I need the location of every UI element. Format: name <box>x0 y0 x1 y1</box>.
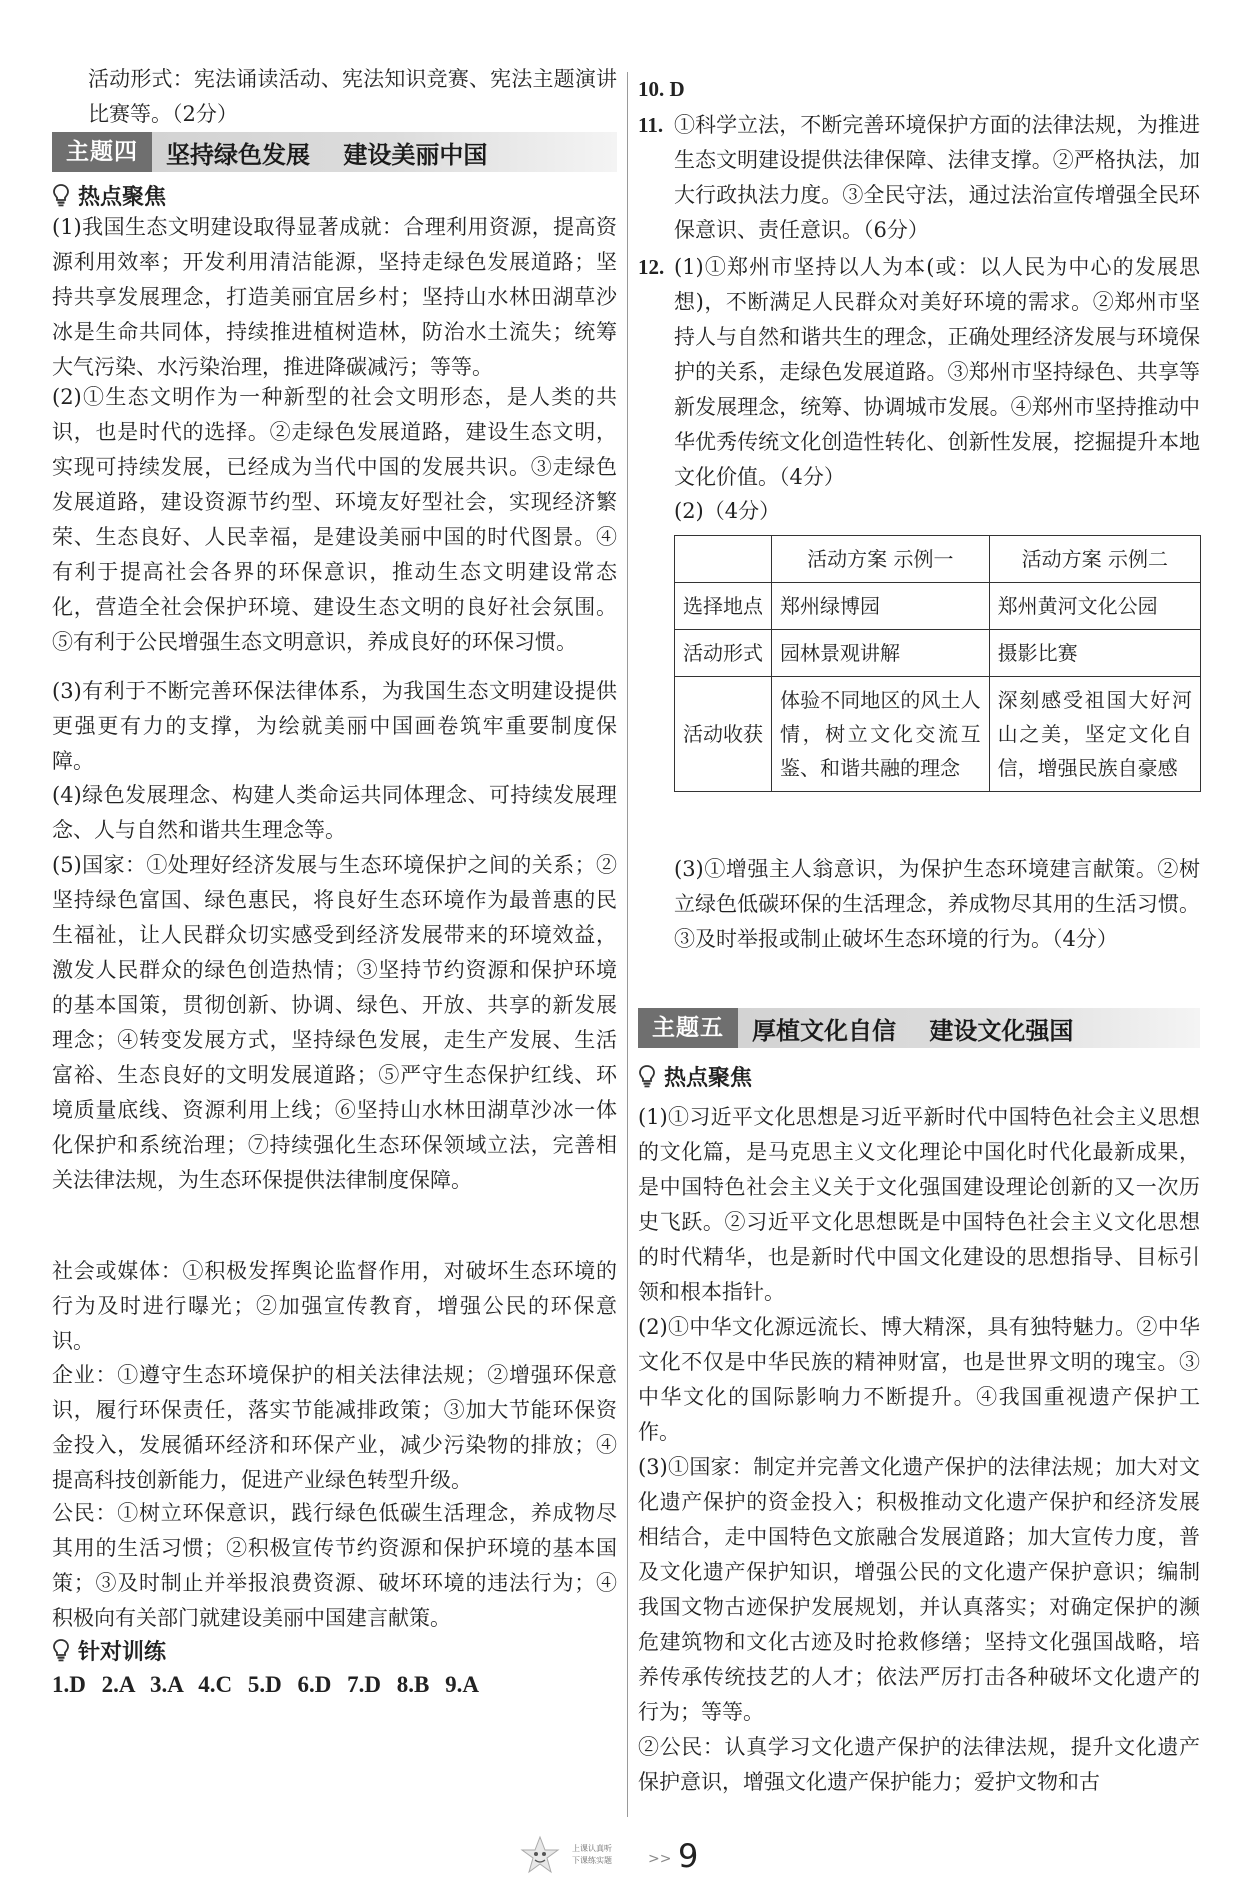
footer-slogan <box>572 1843 612 1867</box>
cell: 体验不同地区的风土人情，树立文化交流互鉴、和谐共融的理念 <box>772 677 990 792</box>
q11-number: 11. <box>638 113 664 137</box>
paragraph: (5)国家：①处理好经济发展与生态环境保护之间的关系；②坚持绿色富国、绿色惠民，将良好生态环境作为最普惠的民生福祉，让人民群众切实感受到经济发展带来的环境效益，激发人民群众的绿色创造热情；③坚持节约资源和保护环境的基本国策，贯彻创新、协调、绿色、开放、共享的新发展理念；④转变发展方式，坚持绿色发展，走生产发展、生活富裕、生态良好的文明发展道路；⑤严守生态保护红线、环境质量底线、资源利用上线；⑥坚持山水林田湖草沙冰一体化保护和系统治理；⑦持续强化生态环保领域立法，完善相关法律法规，为生态环保提供法律制度保障。 <box>52 853 617 1192</box>
hot-topic-label: 热点聚焦 <box>78 184 167 210</box>
cell: 深刻感受祖国大好河山之美，坚定文化自信，增强民族自豪感 <box>989 677 1200 792</box>
left-body-2 <box>52 380 617 660</box>
question-12 <box>638 250 1200 495</box>
right-body-1 <box>638 1100 1200 1310</box>
cell: 园林景观讲解 <box>772 630 990 677</box>
left-body-4 <box>52 778 617 848</box>
paragraph: (2)（4分） <box>674 499 781 523</box>
right-body-2 <box>638 1310 1200 1450</box>
page-number: 9 <box>678 1837 699 1875</box>
paragraph: (3)①增强主人翁意识，为保护生态环境建言献策。②树立绿色低碳环保的生活理念，养成物尽其用的生活习惯。③及时举报或制止破坏生态环境的行为。（4分） <box>674 857 1200 951</box>
q12-part2-label <box>638 494 1200 529</box>
lightbulb-icon <box>638 1064 656 1088</box>
table-header-row <box>675 536 1201 583</box>
right-body-3 <box>638 1450 1200 1730</box>
theme4-banner <box>52 132 617 172</box>
paragraph: (1)我国生态文明建设取得显著成就：合理利用资源，提高资源利用效率；开发利用清洁能源，坚持走绿色发展道路；坚持共享发展理念，打造美丽宜居乡村；坚持山水林田湖草沙冰是生命共同体，持续推进植树造林，防治水土流失；统筹大气污染、水污染治理，推进降碳减污；等等。 <box>52 215 617 379</box>
paragraph: 活动形式：宪法诵读活动、宪法知识竞赛、宪法主题演讲比赛等。（2分） <box>88 67 617 126</box>
row-label: 活动收获 <box>675 677 772 792</box>
page-footer <box>0 1835 1250 1885</box>
activity-form-answer <box>52 62 617 132</box>
table-header-1: 活动方案 示例一 <box>772 536 990 583</box>
theme-tag: 主题四 <box>52 132 152 172</box>
q12-part3 <box>638 852 1200 957</box>
question-11 <box>638 108 1200 248</box>
cell: 郑州黄河文化公园 <box>989 583 1200 630</box>
q12-number: 12. <box>638 255 665 279</box>
hot-topic-heading <box>52 179 617 211</box>
slogan-line-1: 上课认真听 <box>572 1844 612 1853</box>
row-label: 选择地点 <box>675 583 772 630</box>
table-row <box>675 630 1201 677</box>
paragraph: 公民：①树立环保意识，践行绿色低碳生活理念，养成物尽其用的生活习惯；②积极宣传节约资源和保护环境的基本国策；③及时制止并举报浪费资源、破坏环境的违法行为；④积极向有关部门就建设美丽中国建言献策。 <box>52 1501 617 1630</box>
table-corner-cell <box>675 536 772 583</box>
theme-tag: 主题五 <box>638 1008 738 1048</box>
left-body-8 <box>52 1496 617 1636</box>
cell: 摄影比赛 <box>989 630 1200 677</box>
answer-key <box>52 1672 617 1698</box>
left-body-1 <box>52 210 617 385</box>
left-body-3 <box>52 674 617 779</box>
q12-part1: (1)①郑州市坚持以人为本(或：以人民为中心的发展思想)，不断满足人民群众对美好环境的需求。②郑州市坚持人与自然和谐共生的理念，正确处理经济发展与环境保护的关系，走绿色发展道路。③郑州市坚持绿色、共享等新发展理念，统筹、协调城市发展。④郑州市坚持推动中华优秀传统文化创造性转化、创新性发展，挖掘提升本地文化价值。（4分） <box>674 255 1200 489</box>
theme5-banner <box>638 1008 1200 1048</box>
column-divider <box>627 72 628 1817</box>
theme-title: 坚持绿色发展 建设美丽中国 <box>166 140 488 169</box>
q11-answer: ①科学立法，不断完善环境保护方面的法律法规，为推进生态文明建设提供法律保障、法律支撑。②严格执法，加大行政执法力度。③全民守法，通过法治宣传增强全民环保意识、责任意识。（6分） <box>674 113 1200 242</box>
mascot-icon <box>520 1835 560 1879</box>
paragraph: ②公民：认真学习文化遗产保护的法律法规，提升文化遗产保护意识，增强文化遗产保护能力；爱护文物和古 <box>638 1735 1200 1794</box>
answers-line: 1.D 2.A 3.A 4.C 5.D 6.D 7.D 8.B 9.A <box>52 1672 479 1697</box>
paragraph: (2)①生态文明作为一种新型的社会文明形态，是人类的共识，也是时代的选择。②走绿色发展道路，建设生态文明，实现可持续发展，已经成为当代中国的发展共识。③走绿色发展道路，建设资源节约型、环境友好型社会，实现经济繁荣、生态良好、人民幸福，是建设美丽中国的时代图景。④有利于提高社会各界的环保意识，推动生态文明建设常态化，营造全社会保护环境、建设生态文明的良好社会氛围。⑤有利于公民增强生态文明意识，养成良好的环保习惯。 <box>52 385 617 654</box>
paragraph: 社会或媒体：①积极发挥舆论监督作用，对破坏生态环境的行为及时进行曝光；②加强宣传教育，增强公民的环保意识。 <box>52 1259 617 1353</box>
left-body-6 <box>52 1254 617 1359</box>
right-body-4 <box>638 1730 1200 1800</box>
left-body-7 <box>52 1358 617 1498</box>
table-row <box>675 677 1201 792</box>
paragraph: (3)①国家：制定并完善文化遗产保护的法律法规；加大对文化遗产保护的资金投入；积极推动文化遗产保护和经济发展相结合，走中国特色文旅融合发展道路；加大宣传力度，普及文化遗产保护知识，增强公民的文化遗产保护意识；编制我国文物古迹保护发展规划，并认真落实；对确定保护的濒危建筑物和文化古迹及时抢救修缮；坚持文化强国战略，培养传承传统技艺的人才；依法严厉打击各种破坏文化遗产的行为；等等。 <box>638 1455 1200 1724</box>
question-10 <box>638 72 1200 107</box>
q10-answer: 10. D <box>638 77 685 101</box>
cell: 郑州绿博园 <box>772 583 990 630</box>
left-body-5 <box>52 848 617 1198</box>
paragraph: 企业：①遵守生态环境保护的相关法律法规；②增强环保意识，履行环保责任，落实节能减排政策；③加大节能环保资金投入，发展循环经济和环保产业，减少污染物的排放；④提高科技创新能力，促进产业绿色转型升级。 <box>52 1363 617 1492</box>
training-heading <box>52 1634 617 1666</box>
lightbulb-icon <box>52 1638 70 1662</box>
chevron-right-icon: >> <box>648 1851 672 1867</box>
slogan-line-2: 下课练实题 <box>572 1856 612 1865</box>
training-label: 针对训练 <box>78 1639 167 1665</box>
activity-table <box>674 535 1200 792</box>
paragraph: (2)①中华文化源远流长、博大精深，具有独特魅力。②中华文化不仅是中华民族的精神财富，也是世界文明的瑰宝。③中华文化的国际影响力不断提升。④我国重视遗产保护工作。 <box>638 1315 1200 1444</box>
row-label: 活动形式 <box>675 630 772 677</box>
lightbulb-icon <box>52 183 70 207</box>
theme-title: 厚植文化自信 建设文化强国 <box>752 1016 1074 1045</box>
paragraph: (3)有利于不断完善环保法律体系，为我国生态文明建设提供更强更有力的支撑，为绘就美丽中国画卷筑牢重要制度保障。 <box>52 679 617 773</box>
hot-topic-heading-2 <box>638 1060 1200 1092</box>
paragraph: (1)①习近平文化思想是习近平新时代中国特色社会主义思想的文化篇，是马克思主义文化理论中国化时代化最新成果，是中国特色社会主义关于文化强国建设理论创新的又一次历史飞跃。②习近平文化思想既是中国特色社会主义文化思想的时代精华，也是新时代中国文化建设的思想指导、目标引领和根本指针。 <box>638 1105 1200 1304</box>
table-row <box>675 583 1201 630</box>
paragraph: (4)绿色发展理念、构建人类命运共同体理念、可持续发展理念、人与自然和谐共生理念等。 <box>52 783 617 842</box>
hot-topic-label: 热点聚焦 <box>664 1065 753 1091</box>
table-header-2: 活动方案 示例二 <box>989 536 1200 583</box>
